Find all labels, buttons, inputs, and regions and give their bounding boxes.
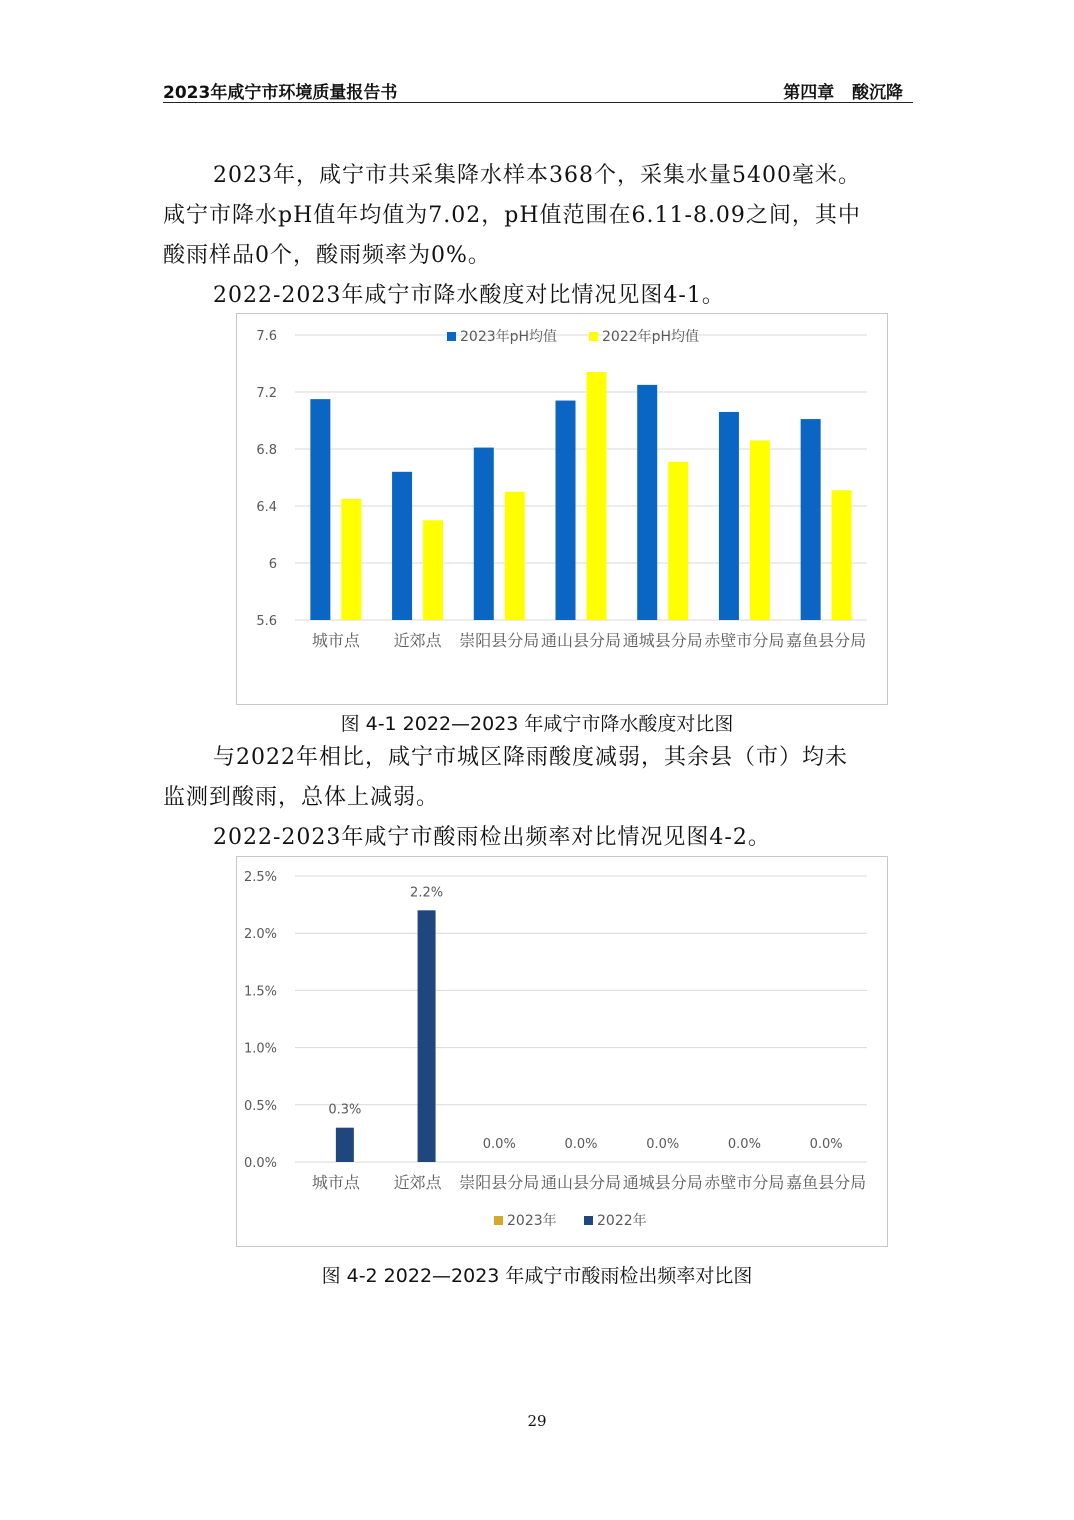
bar-series-2 xyxy=(423,520,443,620)
x-tick-label: 城市点 xyxy=(311,1173,360,1192)
bar-series-2 xyxy=(341,499,361,620)
legend-label: 2022年pH均值 xyxy=(602,329,700,345)
y-tick-label: 7.2 xyxy=(256,386,277,401)
legend-swatch xyxy=(584,1216,593,1225)
chapter-title: 第四章 酸沉降 xyxy=(783,83,903,103)
x-tick-label: 赤壁市分局 xyxy=(704,631,785,650)
chart-acid-rain-frequency xyxy=(236,856,888,1247)
legend-swatch xyxy=(447,332,456,341)
bar-series-1 xyxy=(556,401,576,620)
x-tick-label: 嘉鱼县分局 xyxy=(786,1173,867,1192)
paragraph-line: 咸宁市降水pH值年均值为7.02，pH值范围在6.11-8.09之间，其中 xyxy=(163,203,861,228)
bar-series-2 xyxy=(668,462,688,620)
figure-caption-1: 图 4-1 2022—2023 年咸宁市降水酸度对比图 xyxy=(340,713,734,735)
y-tick-label: 6.4 xyxy=(256,500,277,515)
bar-series-1 xyxy=(719,412,739,620)
y-tick-label: 0.5% xyxy=(243,1098,277,1114)
bar-series-2 xyxy=(418,910,436,1162)
legend-swatch xyxy=(494,1216,503,1225)
data-label: 0.0% xyxy=(482,1137,516,1152)
data-label: 2.2% xyxy=(410,885,444,901)
y-tick-label: 6 xyxy=(268,557,277,572)
paragraph-line: 2022-2023年咸宁市降水酸度对比情况见图4-1。 xyxy=(213,283,725,308)
x-tick-label: 崇阳县分局 xyxy=(459,1173,540,1192)
bar-series-2 xyxy=(832,490,852,620)
report-title: 2023年咸宁市环境质量报告书 xyxy=(163,83,398,103)
bar-series-1 xyxy=(801,419,821,620)
chart-frequency-svg xyxy=(237,857,887,1246)
legend-label: 2023年 xyxy=(507,1213,557,1229)
paragraph-line: 2022-2023年咸宁市酸雨检出频率对比情况见图4-2。 xyxy=(213,825,771,850)
legend-swatch xyxy=(589,332,598,341)
paragraph-line: 酸雨样品0个，酸雨频率为0%。 xyxy=(163,243,491,268)
y-tick-label: 1.0% xyxy=(243,1041,277,1057)
legend-label: 2022年 xyxy=(597,1213,647,1229)
paragraph-line: 与2022年相比，咸宁市城区降雨酸度减弱，其余县（市）均未 xyxy=(213,745,848,770)
paragraph-line: 2023年，咸宁市共采集降水样本368个，采集水量5400毫米。 xyxy=(213,163,861,188)
y-tick-label: 2.0% xyxy=(243,927,277,943)
paragraph-line: 监测到酸雨，总体上减弱。 xyxy=(163,785,440,810)
y-tick-label: 7.6 xyxy=(256,329,277,344)
data-label: 0.0% xyxy=(727,1137,761,1152)
x-tick-label: 嘉鱼县分局 xyxy=(786,631,867,650)
bar-series-1 xyxy=(474,448,494,620)
data-label: 0.0% xyxy=(564,1137,598,1152)
x-tick-label: 通山县分局 xyxy=(540,631,622,650)
page-header xyxy=(163,76,913,103)
y-tick-label: 6.8 xyxy=(256,443,277,458)
bar-series-1 xyxy=(392,472,412,620)
figure-caption-2: 图 4-2 2022—2023 年咸宁市酸雨检出频率对比图 xyxy=(321,1265,753,1287)
bar-series-1 xyxy=(310,399,330,620)
data-label: 0.0% xyxy=(646,1137,680,1152)
x-tick-label: 近郊点 xyxy=(393,1173,442,1192)
bar-series-2 xyxy=(750,440,770,620)
x-tick-label: 城市点 xyxy=(311,631,360,650)
x-tick-label: 通城县分局 xyxy=(622,631,703,650)
data-label: 0.3% xyxy=(328,1102,362,1118)
y-tick-label: 1.5% xyxy=(243,984,277,1000)
chart-ph-comparison xyxy=(236,313,888,705)
x-tick-label: 通城县分局 xyxy=(622,1173,703,1192)
x-tick-label: 崇阳县分局 xyxy=(459,631,540,650)
page-number: 29 xyxy=(527,1412,547,1430)
bar-series-1 xyxy=(637,385,657,620)
x-tick-label: 通山县分局 xyxy=(540,1173,622,1192)
bar-series-2 xyxy=(587,372,607,620)
x-tick-label: 近郊点 xyxy=(393,631,442,650)
bar-series-2 xyxy=(336,1128,354,1162)
bar-series-2 xyxy=(505,492,525,620)
chart-ph-svg xyxy=(237,314,887,704)
y-tick-label: 0.0% xyxy=(243,1156,277,1171)
x-tick-label: 赤壁市分局 xyxy=(704,1173,785,1192)
y-tick-label: 5.6 xyxy=(256,614,277,629)
legend-label: 2023年pH均值 xyxy=(460,329,558,345)
y-tick-label: 2.5% xyxy=(243,870,277,885)
data-label: 0.0% xyxy=(809,1137,843,1152)
